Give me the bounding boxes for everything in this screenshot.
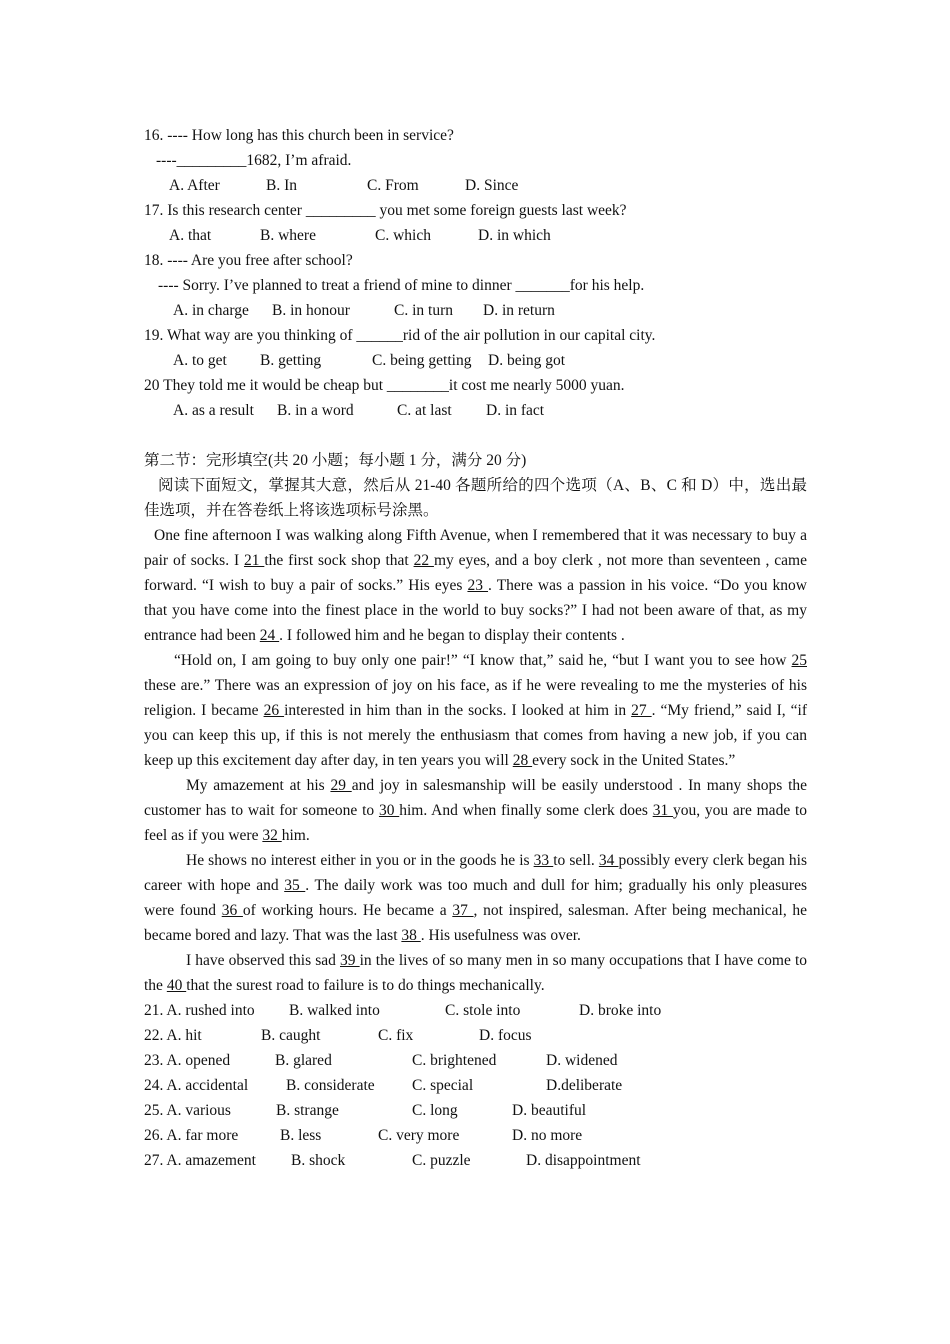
blank-26: 26 [263, 702, 285, 719]
section-heading: 第二节：完形填空(共 20 小题；每小题 1 分，满分 20 分) [144, 452, 527, 469]
question-20-stem: 20 They told me it would be cheap but ________it cost me nearly 5000 yuan. [144, 377, 625, 394]
option-c: C. fix [378, 1027, 414, 1044]
answer-row-25 [144, 1098, 807, 1123]
passage-text: , not inspired, salesman. After being mechanical, he became bored and lazy. That was the last [144, 902, 808, 944]
answer-row-26 [144, 1123, 807, 1148]
passage-text: every sock in the United States.” [532, 752, 736, 769]
passage-text: him. And when finally some clerk does [399, 802, 653, 819]
passage-text: him. [281, 827, 310, 844]
option-a: 23. A. opened [144, 1052, 231, 1069]
option-d: D. in return [483, 302, 555, 319]
option-a: 25. A. various [144, 1102, 231, 1119]
option-a: 24. A. accidental [144, 1077, 249, 1094]
blank-24: 24 [259, 627, 280, 644]
option-d: D. disappointment [526, 1152, 641, 1169]
passage-paragraph-1 [144, 523, 807, 648]
blank-22: 22 [413, 552, 434, 569]
option-a: 22. A. hit [144, 1027, 202, 1044]
option-c: C. very more [378, 1127, 460, 1144]
question-19-options [144, 348, 807, 373]
question-17-stem: 17. Is this research center _________ you met some foreign guests last week? [144, 202, 627, 219]
passage-text: My amazement at his [186, 777, 331, 794]
answer-row-24 [144, 1073, 807, 1098]
exam-page [144, 123, 807, 1173]
answer-row-27 [144, 1148, 807, 1173]
option-b: B. shock [291, 1152, 346, 1169]
option-d: D. Since [465, 177, 519, 194]
option-c: C. in turn [394, 302, 453, 319]
blank-36: 36 [221, 902, 243, 919]
blank-31: 31 [652, 802, 673, 819]
option-a: 21. A. rushed into [144, 1002, 255, 1019]
passage-text: . There was a passion in his voice. “Do you know that you have come into the finest place in the world to buy socks?” I had not been aware of that, as my entrance had been [144, 577, 808, 644]
blank-35: 35 [284, 877, 306, 894]
option-d: D. in fact [486, 402, 545, 419]
blank-34: 34 [598, 852, 619, 869]
blank-37: 37 [452, 902, 474, 919]
option-c: C. From [367, 177, 419, 194]
passage-paragraph-3 [144, 773, 807, 848]
blank-39: 39 [340, 952, 360, 969]
option-a: A. as a result [173, 402, 254, 419]
blank-32: 32 [262, 827, 282, 844]
spacer [144, 423, 807, 448]
option-a: 27. A. amazement [144, 1152, 256, 1169]
option-b: B. less [280, 1127, 322, 1144]
option-d: D. in which [478, 227, 551, 244]
blank-29: 29 [330, 777, 352, 794]
question-17-options [144, 223, 807, 248]
passage-paragraph-5 [144, 948, 807, 998]
option-b: B. In [266, 177, 297, 194]
option-a: A. After [169, 177, 220, 194]
blank-33: 33 [533, 852, 554, 869]
blank-27: 27 [631, 702, 652, 719]
option-b: B. glared [275, 1052, 332, 1069]
question-18-stem: 18. ---- Are you free after school? [144, 252, 353, 269]
option-c: C. special [412, 1077, 474, 1094]
passage-text: in the lives of so many men in so many occupations that I have come to the [144, 952, 807, 994]
passage-text: these are.” There was an expression of joy on his face, as if he were revealing to me the mysteries of his religion. I became [144, 677, 807, 719]
blank-38: 38 [401, 927, 421, 944]
answer-row-22 [144, 1023, 807, 1048]
option-b: B. strange [276, 1102, 339, 1119]
passage-text: One fine afternoon I was walking along Fifth Avenue, when I remembered that it was necessary to buy a pair of socks. I [144, 527, 807, 569]
passage-text: my eyes, and a boy clerk , not more than seventeen , came forward. “I wish to buy a pair of socks.” His eyes [144, 552, 807, 594]
option-c: C. stole into [445, 1002, 521, 1019]
option-b: B. in a word [277, 402, 354, 419]
option-c: C. long [412, 1102, 458, 1119]
passage-text: the first sock shop that [264, 552, 414, 569]
passage-paragraph-4 [144, 848, 807, 948]
question-18-reply: ---- Sorry. I’ve planned to treat a friend of mine to dinner _______for his help. [158, 277, 645, 294]
section-instruction: 阅读下面短文，掌握其大意，然后从 21-40 各题所给的四个选项（A、B、C 和 D）中，选出最佳选项，并在答卷纸上将该选项标号涂黑。 [144, 477, 807, 519]
option-a: 26. A. far more [144, 1127, 239, 1144]
option-d: D. no more [512, 1127, 583, 1144]
passage-text: of working hours. He became a [242, 902, 453, 919]
option-b: B. caught [261, 1027, 321, 1044]
question-19-stem: 19. What way are you thinking of ______rid of the air pollution in our capital city. [144, 327, 656, 344]
passage-text: “Hold on, I am going to buy only one pair!” “I know that,” said he, “but I want you to see how [174, 652, 792, 669]
option-c: C. brightened [412, 1052, 497, 1069]
option-a: A. to get [173, 352, 227, 369]
question-16-options [144, 173, 807, 198]
passage-text: . The daily work was too much and dull for him; gradually his only pleasures were found [144, 877, 807, 919]
option-c: C. being getting [372, 352, 472, 369]
question-16-stem: 16. ---- How long has this church been in service? [144, 127, 454, 144]
blank-40: 40 [166, 977, 187, 994]
option-d: D. being got [488, 352, 566, 369]
blank-23: 23 [467, 577, 489, 594]
option-d: D. focus [479, 1027, 532, 1044]
passage-text: I have observed this sad [186, 952, 340, 969]
option-b: B. in honour [272, 302, 350, 319]
option-d: D. widened [546, 1052, 618, 1069]
option-a: A. that [169, 227, 212, 244]
option-c: C. which [375, 227, 431, 244]
passage-text: that the surest road to failure is to do things mechanically. [186, 977, 545, 994]
passage-text: . I followed him and he began to display their contents . [279, 627, 625, 644]
passage-text: . His usefulness was over. [420, 927, 581, 944]
answer-row-21 [144, 998, 807, 1023]
blank-25: 25 [791, 652, 807, 669]
option-d: D.deliberate [546, 1077, 623, 1094]
question-18-options [144, 298, 807, 323]
answer-row-23 [144, 1048, 807, 1073]
passage-text: to sell. [553, 852, 599, 869]
passage-text: you, you are made to feel as if you were [144, 802, 808, 844]
blank-28: 28 [512, 752, 533, 769]
option-d: D. broke into [579, 1002, 662, 1019]
passage-text: . “My friend,” said I, “if you can keep this up, if this is not merely the enthusiasm that comes from having a new job, if you can keep up this excitement day after day, in ten years you will [144, 702, 808, 769]
passage-text: He shows no interest either in you or in the goods he is [186, 852, 534, 869]
passage-paragraph-2 [144, 648, 807, 773]
option-c: C. at last [397, 402, 452, 419]
option-b: B. considerate [286, 1077, 375, 1094]
blank-30: 30 [378, 802, 400, 819]
option-b: B. where [260, 227, 316, 244]
question-20-options [144, 398, 807, 423]
option-d: D. beautiful [512, 1102, 587, 1119]
question-16-reply: ----_________1682, I’m afraid. [156, 152, 352, 169]
option-b: B. getting [260, 352, 322, 369]
passage-text: and joy in salesmanship will be easily understood . In many shops the customer has to wait for someone to [144, 777, 808, 819]
option-a: A. in charge [173, 302, 249, 319]
option-c: C. puzzle [412, 1152, 471, 1169]
passage-text: interested in him than in the socks. I looked at him in [284, 702, 632, 719]
passage-text: possibly every clerk began his career with hope and [144, 852, 807, 894]
blank-21: 21 [243, 552, 265, 569]
option-b: B. walked into [289, 1002, 380, 1019]
